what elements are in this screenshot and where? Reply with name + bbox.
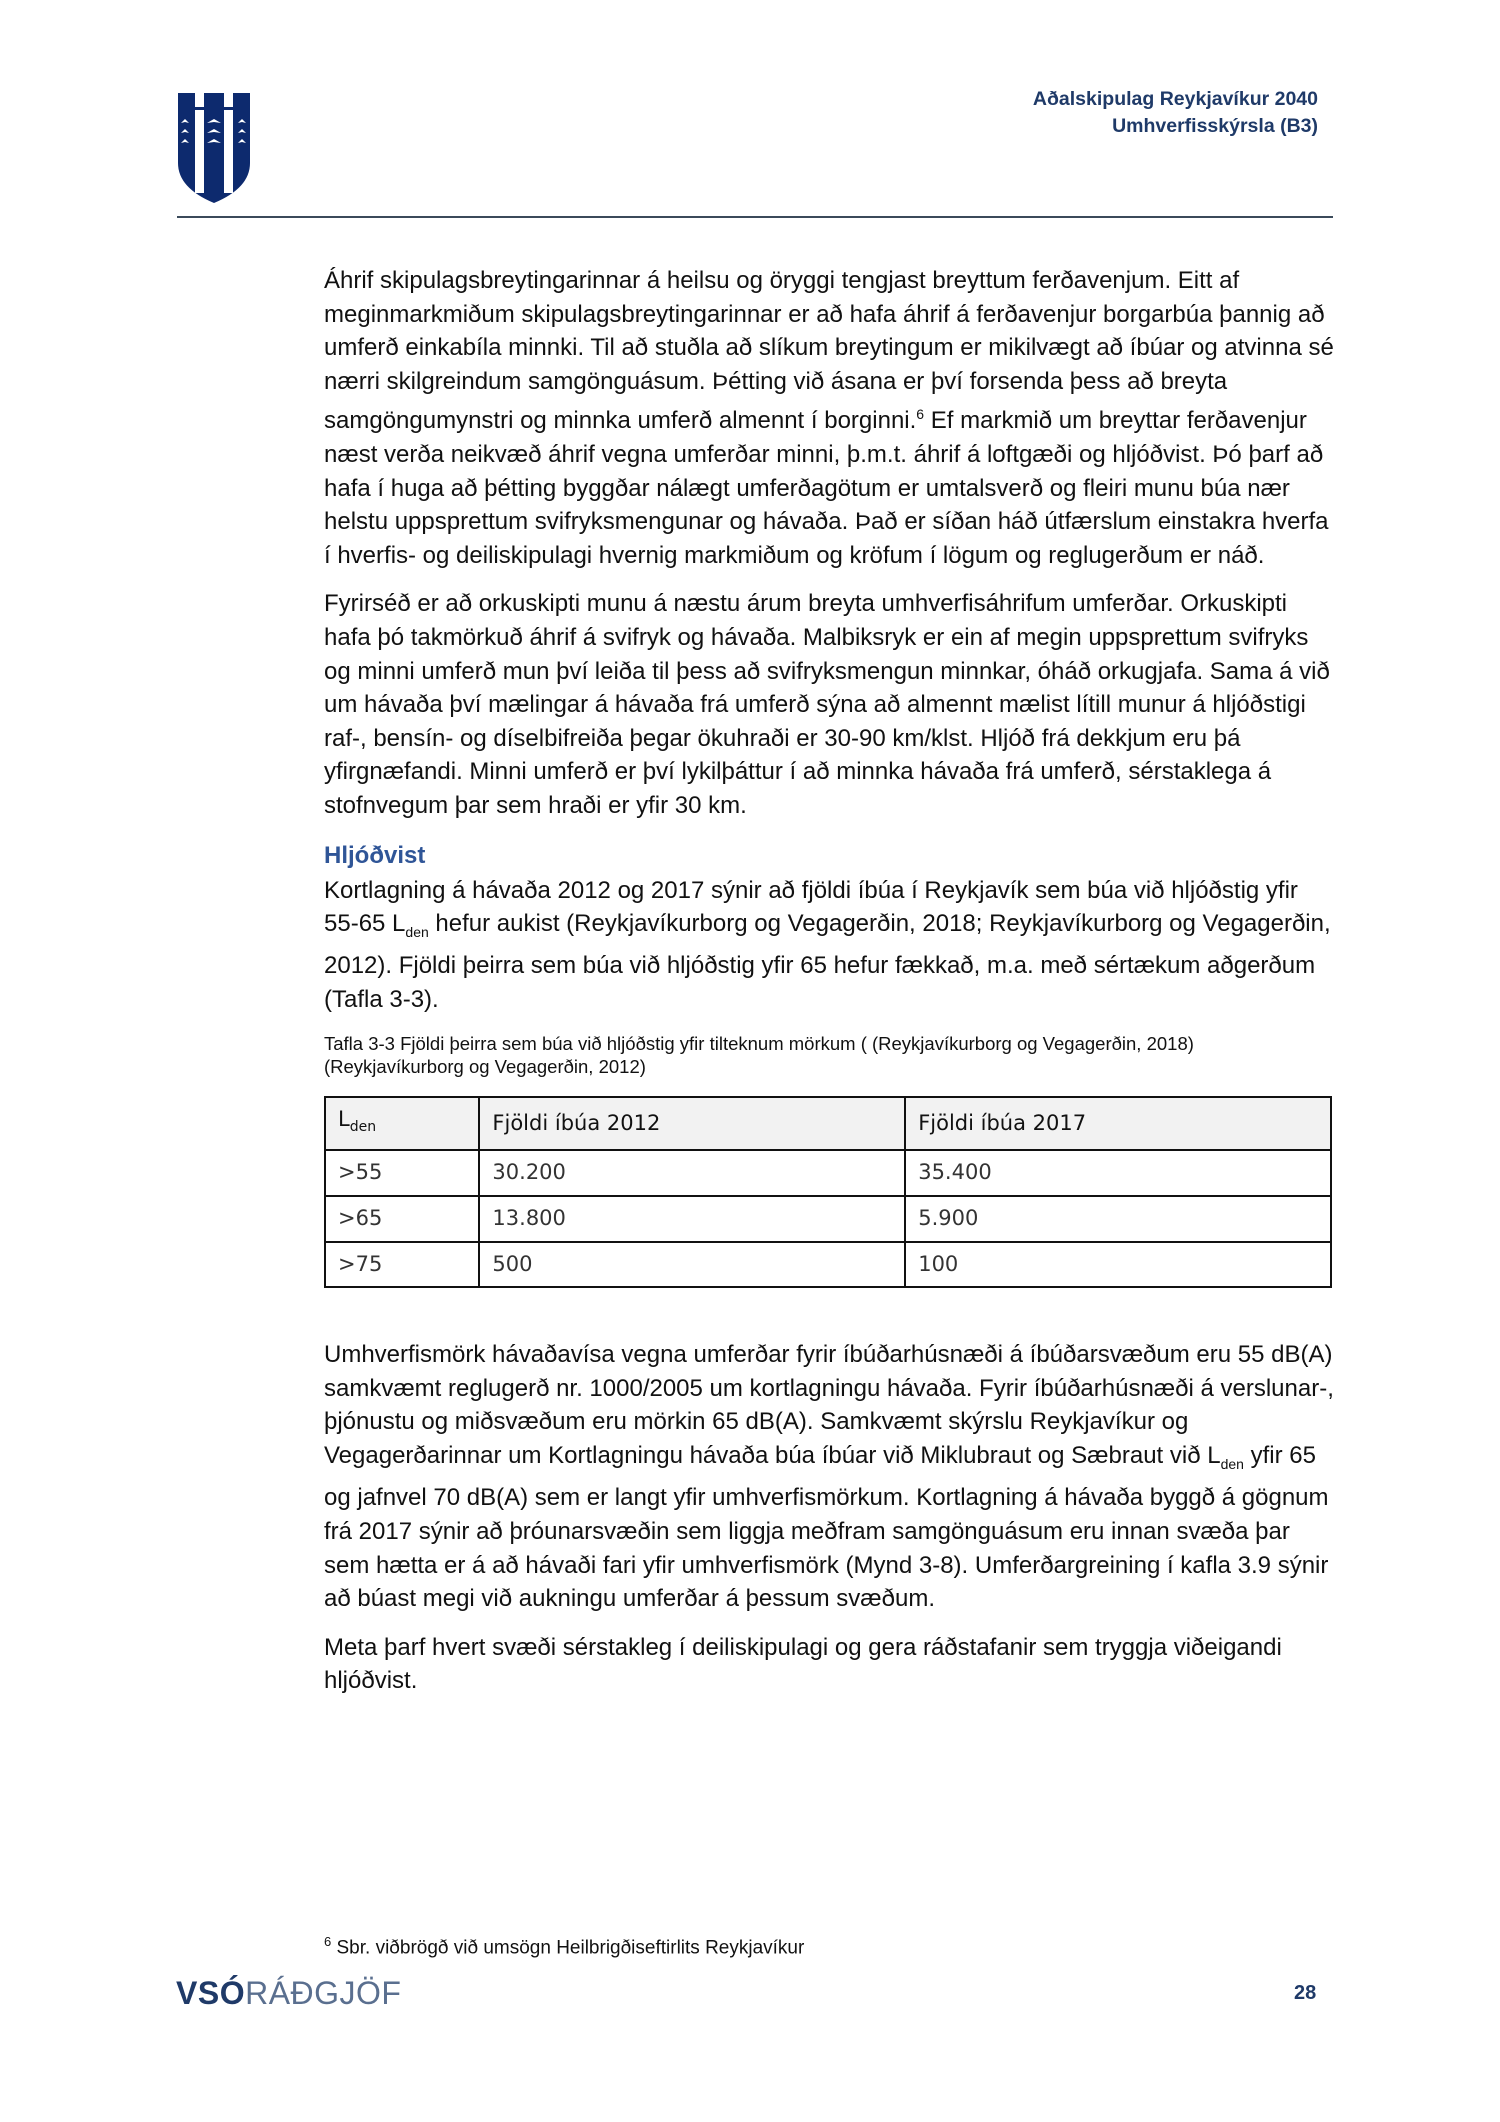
- footnote-text: Sbr. viðbrögð við umsögn Heilbrigðiseftirlits Reykjavíkur: [331, 1937, 805, 1959]
- table-caption: Tafla 3-3 Fjöldi þeirra sem búa við hljóðstig yfir tilteknum mörkum ( (Reykjavíkurborg og Vegagerðin, 2018) (Reykjavíkurborg og Vegagerðin, 2012): [324, 1032, 1194, 1077]
- paragraph: Meta þarf hvert svæði sérstakleg í deiliskipulagi og gera ráðstafanir sem tryggja viðeigandi hljóðvist.: [324, 1633, 1282, 1695]
- document-body: [324, 264, 1336, 1713]
- paragraph-text: hefur aukist (Reykjavíkurborg og Vegagerðin, 2018; Reykjavíkurborg og Vegagerðin, 2012). Fjöldi þeirra sem búa við hljóðstig yfir 65 hefur fækkað, m.a. með sértækum aðgerðum (Tafla 3-3).: [324, 910, 1331, 1014]
- header-divider: [177, 216, 1333, 218]
- paragraph-text: Áhrif skipulagsbreytingarinnar á heilsu og öryggi tengjast breyttum ferðavenjum. Eitt af meginmarkmiðum skipulagsbreytingarinnar er að hafa áhrif á ferðavenjur borgarbúa þannig að umferð einkabíla minnki. Til að stuðla að slíkum breytingum er mikilvægt að íbúar og atvinna sé nærri skilgreindum samgönguásum. Þétting við ásana er því forsenda þess að breyta samgöngumynstri og minnka umferð almennt í borginni.: [324, 267, 1334, 435]
- subscript: den: [349, 1118, 377, 1135]
- header-cell: Fjöldi íbúa 2017: [905, 1097, 1331, 1151]
- paragraph-text: Umhverfismörk hávaðavísa vegna umferðar fyrir íbúðarhúsnæði á íbúðarsvæðum eru 55 dB(A) samkvæmt reglugerð nr. 1000/2005 um kortlagningu hávaða. Fyrir íbúðarhúsnæði á verslunar-, þjónustu og miðsvæðum eru mörkin 65 dB(A). Samkvæmt skýrslu Reykjavíkur og Vegagerðarinnar um Kortlagningu hávaða búa íbúar við Miklubraut og Sæbraut við L: [324, 1341, 1334, 1470]
- noise-table: [324, 1096, 1332, 1289]
- reykjavik-crest-icon: [178, 93, 250, 203]
- table-cell: 13.800: [479, 1196, 905, 1242]
- table-cell: >55: [325, 1150, 479, 1196]
- table-row: [325, 1242, 1331, 1288]
- table-cell: 500: [479, 1242, 905, 1288]
- paragraph: Fyrirséð er að orkuskipti munu á næstu árum breyta umhverfisáhrifum umferðar. Orkuskipti hafa þó takmörkuð áhrif á svifryk og hávaða. Malbiksryk er ein af megin uppsprettum svifryks og minni umferð mun því leiða til þess að svifryksmengun minnkar, óháð orkugjafa. Sama á við um hávaða því mælingar á hávaða frá umferð sýna að almennt mælist lítill munur á hljóðstigi raf-, bensín- og díselbifreiða þegar ökuhraði er 30-90 km/klst. Hljóð frá dekkjum eru þá yfirgnæfandi. Minni umferð er því lykilþáttur í að minnka hávaða frá umferð, sérstaklega á stofnvegum þar sem hraði er yfir 30 km.: [324, 590, 1330, 819]
- table-row: [325, 1150, 1331, 1196]
- subscript: den: [1220, 1455, 1244, 1472]
- paragraph-text: yfir 65 og jafnvel 70 dB(A) sem er langt yfir umhverfismörkum. Kortlagning á hávaða byggð á gögnum frá 2017 sýnir að þróunarsvæðin sem liggja meðfram samgönguásum eru innan svæða þar sem hætta er á að hávaði fari yfir umhverfismörk (Mynd 3-8). Umferðargreining í kafla 3.9 sýnir að búast megi við aukningu umferðar á þessum svæðum.: [324, 1442, 1329, 1613]
- table-cell: 30.200: [479, 1150, 905, 1196]
- logo-bold: VSÓ: [176, 1975, 246, 2011]
- paragraph-text: Ef markmið um breyttar ferðavenjur næst verða neikvæð áhrif vegna umferðar minni, þ.m.t. áhrif á loftgæði og hljóðvist. Þó þarf að hafa í huga að þétting byggðar nálægt umferðagötum er umtalsverð og fleiri munu búa nær helstu uppsprettum svifryksmengunar og hávaða. Það er síðan háð útfærslum einstakra hverfa í hverfis- og deiliskipulagi hvernig markmiðum og kröfum í lögum og reglugerðum er náð.: [324, 407, 1329, 569]
- vso-logo: [176, 1975, 401, 2012]
- subscript: den: [405, 923, 429, 940]
- paragraph: [324, 264, 1336, 572]
- section-heading: Hljóðvist: [324, 841, 426, 869]
- paragraph: [324, 1338, 1336, 1616]
- logo-light: RÁÐGJÖF: [245, 1975, 402, 2011]
- paragraph: [324, 874, 1336, 1017]
- table-cell: 35.400: [905, 1150, 1331, 1196]
- footnote: [324, 1934, 804, 1959]
- table-cell: >65: [325, 1196, 479, 1242]
- footnote-number: 6: [324, 1934, 332, 1949]
- header-cell: Fjöldi íbúa 2012: [479, 1097, 905, 1151]
- table-cell: >75: [325, 1242, 479, 1288]
- footnote-ref: 6: [916, 406, 925, 423]
- table-cell: 5.900: [905, 1196, 1331, 1242]
- paragraph-text: Kortlagning á hávaða 2012 og 2017 sýnir að fjöldi íbúa í Reykjavík sem búa við hljóðstig yfir 55-65 L: [324, 876, 1298, 938]
- table-cell: 100: [905, 1242, 1331, 1288]
- header-title: Aðalskipulag Reykjavíkur 2040: [1032, 88, 1318, 110]
- header-text: L: [338, 1106, 350, 1131]
- table-row: [325, 1196, 1331, 1242]
- header-cell: [325, 1097, 479, 1151]
- header-subtitle: Umhverfisskýrsla (B3): [1112, 115, 1318, 137]
- page-number: 28: [1294, 1982, 1317, 2004]
- table-header-row: [325, 1097, 1331, 1151]
- document-header: [1033, 86, 1318, 140]
